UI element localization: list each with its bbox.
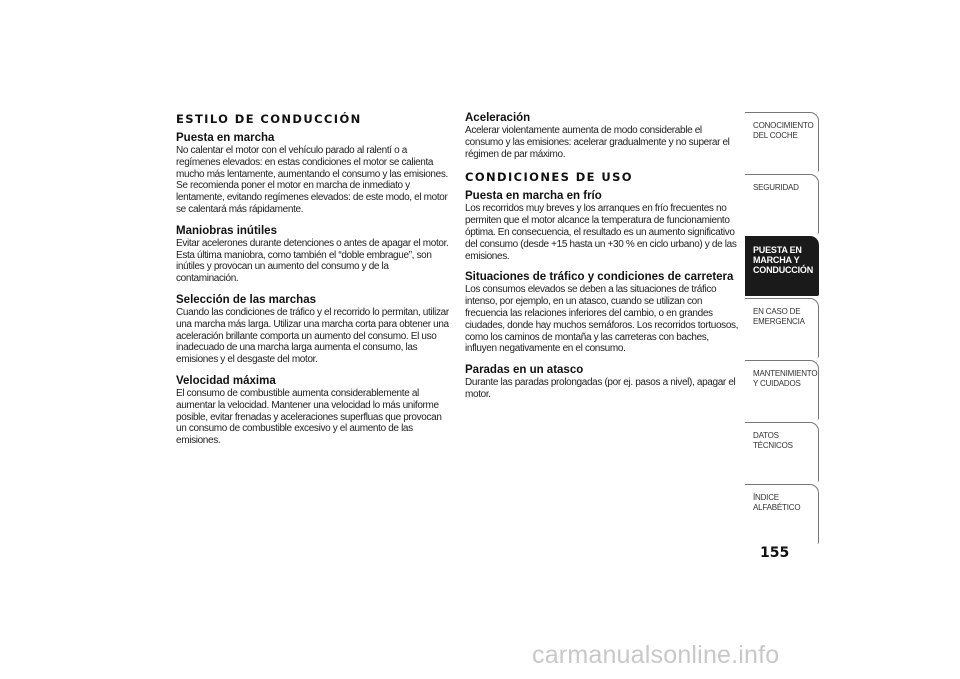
tab-puesta-en-marcha[interactable]: PUESTA EN MARCHA Y CONDUCCIÓN (745, 236, 819, 296)
heading-puesta-en-marcha-frio: Puesta en marcha en frío (465, 190, 602, 203)
tab-datos-tecnicos[interactable]: DATOS TÉCNICOS (745, 422, 819, 482)
paragraph-aceleracion: Acelerar violentamente aumenta de modo considerable el consumo y las emisiones: acelerar gradualmente y no superar el régimen de par máximo. (465, 125, 730, 160)
watermark-text: carmanualsonline.info (532, 641, 780, 669)
tab-en-caso-de-emergencia[interactable]: EN CASO DE EMERGENCIA (745, 298, 819, 358)
paragraph-paradas-atasco: Durante las paradas prolongadas (por ej. pasos a nivel), apagar el motor. (465, 377, 736, 400)
paragraph-velocidad-maxima: El consumo de combustible aumenta considerablemente al aumentar la velocidad. Mantener una velocidad lo más uniforme posible, evitar frenadas y aceleraciones superfluas que provocan un consumo de combustible excesivo y el aumento de las emisiones. (176, 387, 442, 447)
paragraph-puesta-en-marcha-frio: Los recorridos muy breves y los arranques en frío frecuentes no permiten que el motor alcance la temperatura de funcionamiento óptima. En consecuencia, el resultado es un aumento significativo del consumo (desde +15 hasta un +30 % en ciclo urbano) y de las emisiones. (465, 203, 737, 262)
right-column (465, 112, 740, 410)
tab-seguridad[interactable]: SEGURIDAD (745, 174, 819, 234)
paragraph-seleccion-marchas: Cuando las condiciones de tráfico y el recorrido lo permitan, utilizar una marcha más larga. Utilizar una marcha corta para obtener una aceleración brillante comporta un aumento del consumo. El uso inadecuado de una marcha larga aumenta el consumo, las emisiones y el desgaste del motor. (176, 306, 449, 366)
heading-aceleracion: Aceleración (465, 112, 531, 124)
heading-puesta-en-marcha: Puesta en marcha (176, 132, 275, 144)
tab-conocimiento-del-coche[interactable]: CONOCIMIENTO DEL COCHE (745, 112, 819, 172)
paragraph-puesta-en-marcha: No calentar el motor con el vehículo parado al ralentí o a regímenes elevados: en estas condiciones el motor se calienta mucho más lentamente, aumentando el consumo y las emisiones. Se recomienda poner el motor en marcha de inmediato y lentamente, evitando regímenes elevados: de este modo, el motor se calentará más rápidamente. (176, 145, 448, 215)
tab-indice-alfabetico[interactable]: ÍNDICE ALFABÉTICO (745, 484, 819, 544)
tab-mantenimiento[interactable]: MANTENIMIENTO Y CUIDADOS (745, 360, 819, 420)
heading-velocidad-maxima: Velocidad máxima (176, 374, 276, 387)
paragraph-maniobras: Evitar acelerones durante detenciones o antes de apagar el motor. Esta última maniobra, como también el “doble embrague”, son inútiles y provocan un aumento del consumo y de la contaminación. (176, 237, 449, 285)
section-title-condiciones: CONDICIONES DE USO (465, 170, 633, 185)
page-number: 155 (760, 545, 790, 561)
chapter-tabs (745, 112, 819, 546)
heading-seleccion-marchas: Selección de las marchas (176, 293, 316, 306)
heading-situaciones-trafico: Situaciones de tráfico y condiciones de carretera (465, 271, 734, 284)
paragraph-situaciones-trafico: Los consumos elevados se deben a las situaciones de tráfico intenso, por ejemplo, en un atasco, cuando se utilizan con frecuencia las relaciones inferiores del cambio, o en grandes ciudades, donde hay muchos semáforos. Los recorridos tortuosos, como los caminos de montaña y las carreteras con baches, influyen negativamente en el consumo. (465, 284, 739, 355)
section-title-estilo: ESTILO DE CONDUCCIÓN (176, 112, 362, 126)
heading-maniobras: Maniobras inútiles (176, 224, 277, 237)
left-column (176, 112, 452, 456)
heading-paradas-atasco: Paradas en un atasco (465, 364, 584, 377)
